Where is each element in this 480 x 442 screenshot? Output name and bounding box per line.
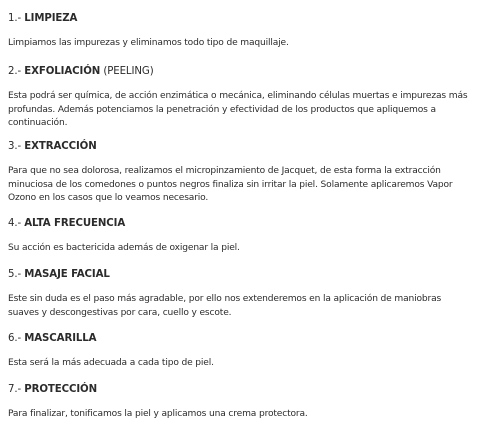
step-title: EXFOLIACIÓN bbox=[24, 66, 101, 77]
step-title: ALTA FRECUENCIA bbox=[24, 218, 126, 229]
step-heading bbox=[8, 332, 472, 345]
step-description bbox=[8, 165, 472, 206]
step-limpieza bbox=[8, 12, 472, 51]
step-heading bbox=[8, 383, 472, 396]
step-title: LIMPIEZA bbox=[24, 13, 78, 24]
step-proteccion bbox=[8, 383, 472, 422]
step-number: 3.- bbox=[8, 141, 25, 152]
step-description-text: Este sin duda es el paso más agradable, por ello nos extenderemos en la aplicación de maniobras suaves y descongestivas por cara, cuello y escote. bbox=[8, 294, 442, 318]
step-exfoliacion bbox=[8, 65, 472, 131]
step-number: 4.- bbox=[8, 218, 25, 229]
step-description bbox=[8, 242, 472, 256]
step-description-text: Para que no sea dolorosa, realizamos el micropinzamiento de Jacquet, de esta forma la extracción minuciosa de los comedones o puntos negros finaliza sin irritar la piel. Solamente aplicaremos Vapor Ozono en los casos que lo veamos necesario. bbox=[8, 166, 453, 204]
step-description bbox=[8, 408, 472, 422]
step-description bbox=[8, 293, 472, 320]
step-description bbox=[8, 90, 472, 131]
step-heading bbox=[8, 217, 472, 230]
step-heading bbox=[8, 268, 472, 281]
step-masaje-facial bbox=[8, 268, 472, 320]
step-alta-frecuencia bbox=[8, 217, 472, 256]
step-title: EXTRACCIÓN bbox=[24, 141, 97, 152]
step-description-text: Limpiamos las impurezas y eliminamos todo tipo de maquillaje. bbox=[8, 38, 289, 48]
step-extraccion bbox=[8, 140, 472, 206]
step-heading bbox=[8, 65, 472, 78]
step-heading bbox=[8, 12, 472, 25]
step-title: MASCARILLA bbox=[24, 333, 97, 344]
step-number: 7.- bbox=[8, 384, 25, 395]
step-title-suffix: (PEELING) bbox=[100, 66, 154, 77]
step-description-text: Su acción es bactericida además de oxigenar la piel. bbox=[8, 243, 240, 253]
step-title: PROTECCIÓN bbox=[24, 384, 98, 395]
step-mascarilla bbox=[8, 332, 472, 371]
step-description-text: Para finalizar, tonificamos la piel y aplicamos una crema protectora. bbox=[8, 409, 308, 419]
step-description-text: Esta podrá ser química, de acción enzimática o mecánica, eliminando células muertas e impurezas más profundas. Además potenciamos la penetración y efectividad de los productos que apliquemos a continuación. bbox=[8, 91, 468, 129]
step-description bbox=[8, 357, 472, 371]
step-number: 2.- bbox=[8, 66, 25, 77]
step-description bbox=[8, 37, 472, 51]
step-number: 5.- bbox=[8, 269, 25, 280]
step-description-text: Esta será la más adecuada a cada tipo de piel. bbox=[8, 358, 214, 368]
step-title: MASAJE FACIAL bbox=[24, 269, 110, 280]
step-number: 6.- bbox=[8, 333, 25, 344]
step-heading bbox=[8, 140, 472, 153]
step-number: 1.- bbox=[8, 13, 25, 24]
